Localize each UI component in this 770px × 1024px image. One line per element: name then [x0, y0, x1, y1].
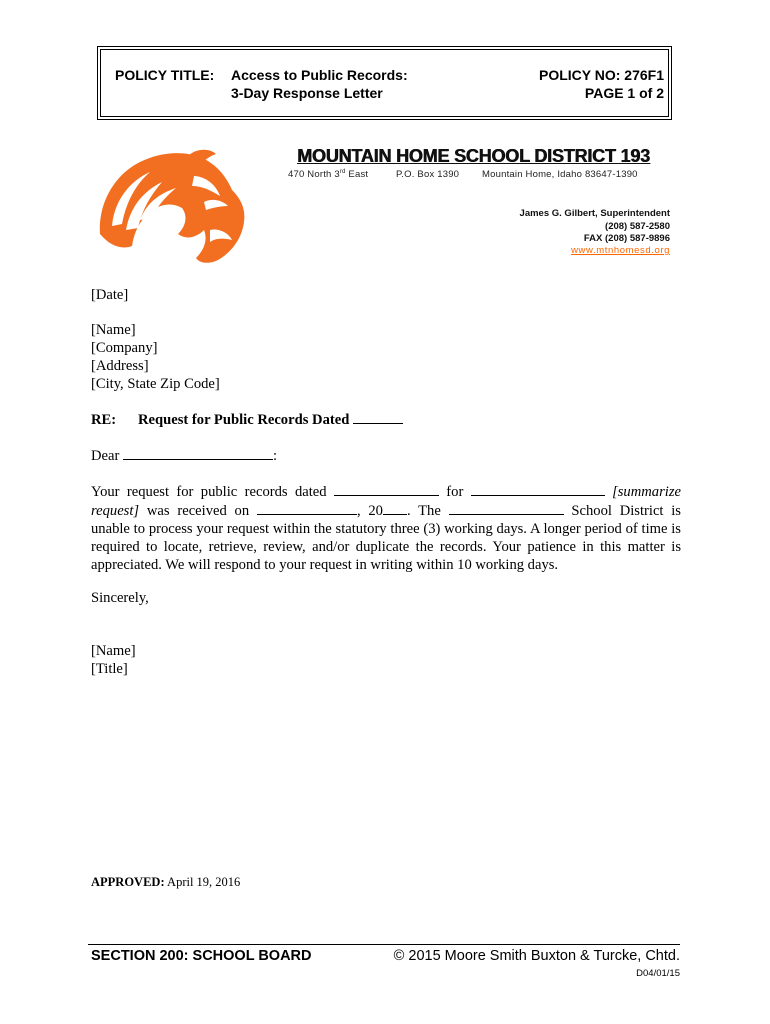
- received-date-blank: [257, 501, 357, 515]
- policy-title-line-1: Access to Public Records:: [231, 67, 408, 83]
- recipient-company: [Company]: [91, 340, 158, 356]
- signer-title: [Title]: [91, 661, 128, 677]
- signer-name: [Name]: [91, 643, 136, 659]
- summary-blank: [471, 482, 605, 496]
- address-pobox: P.O. Box 1390: [396, 169, 460, 180]
- address-street: 470 North 3rd East: [288, 169, 369, 181]
- footer-revision-code: D04/01/15: [636, 968, 680, 979]
- policy-header-box: [97, 46, 672, 120]
- year-blank: [383, 501, 407, 515]
- approved-line: [91, 873, 240, 891]
- recipient-name: [Name]: [91, 322, 136, 338]
- recipient-block: [91, 321, 220, 393]
- website-link[interactable]: www.mtnhomesd.org: [571, 245, 670, 256]
- phone-number: (208) 587-2580: [605, 221, 670, 232]
- district-blank: [449, 501, 564, 515]
- footer-divider: [88, 944, 680, 945]
- policy-title-label: POLICY TITLE:: [115, 67, 215, 83]
- policy-number: POLICY NO: 276F1: [538, 67, 664, 83]
- policy-title-line-2: 3-Day Response Letter: [231, 85, 383, 101]
- request-date-blank: [334, 482, 439, 496]
- recipient-address: [Address]: [91, 358, 149, 374]
- superintendent: James G. Gilbert, Superintendent: [519, 208, 670, 219]
- salutation-text: Dear: [91, 448, 120, 464]
- letter-date: [Date]: [91, 287, 129, 303]
- district-name: MOUNTAIN HOME SCHOOL DISTRICT 193: [297, 146, 650, 166]
- salutation-name-blank: [123, 446, 273, 460]
- footer-copyright: © 2015 Moore Smith Buxton & Turcke, Chtd.: [393, 948, 680, 964]
- signer-block: [91, 642, 136, 678]
- closing: Sincerely,: [91, 590, 149, 606]
- letter-paragraph: Your request for public records dated for [summarize request] was received on , 20 . The School District is unable to process your request within the statutory three (3) working days. A longer period of time is required to locate, retrieve, review, and/or duplicate the records. Your patience in this matter is appreciated. We will respond to your request in writing within 10 working days.: [91, 484, 681, 573]
- tiger-head-logo-icon: [92, 146, 252, 266]
- salutation: Dear :: [91, 448, 278, 464]
- fax-number: FAX (208) 587-9896: [583, 233, 670, 244]
- re-date-blank: [353, 410, 403, 424]
- address-city: Mountain Home, Idaho 83647-1390: [482, 169, 638, 180]
- policy-page: PAGE 1 of 2: [584, 85, 664, 101]
- re-line: [91, 410, 403, 429]
- recipient-city-state-zip: [City, State Zip Code]: [91, 376, 220, 392]
- footer-section: SECTION 200: SCHOOL BOARD: [91, 948, 312, 964]
- re-label: RE:: [91, 412, 117, 428]
- approved-date: April 19, 2016: [167, 875, 241, 889]
- summarize-request-note: [summarize request]: [91, 484, 681, 519]
- approved-label: APPROVED:: [91, 875, 165, 889]
- re-text: Request for Public Records Dated: [138, 412, 350, 428]
